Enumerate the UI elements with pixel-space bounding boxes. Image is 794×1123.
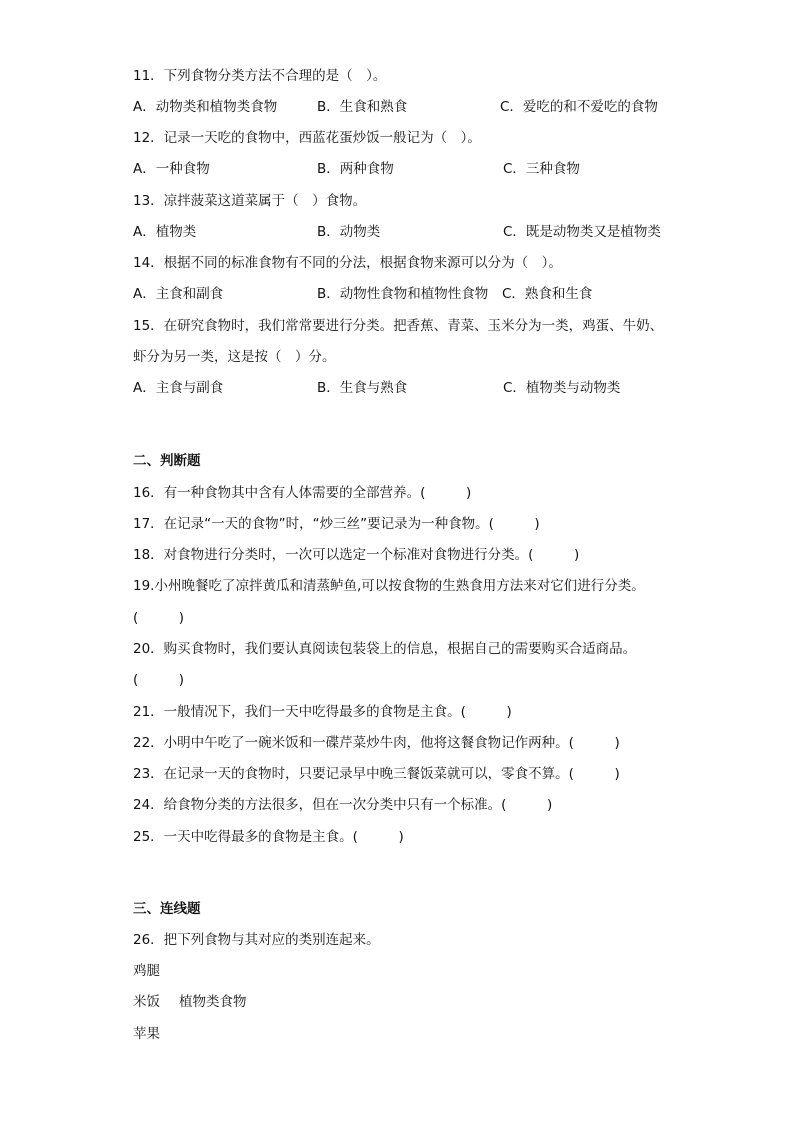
judge-item-20-blank: ( ) (133, 672, 185, 688)
judge-item-19-blank: ( ) (133, 610, 185, 626)
judge-item-19: 19.小州晚餐吃了凉拌黄瓜和清蒸鲈鱼,可以按食物的生熟食用方法来对它们进行分类。 (133, 578, 645, 594)
q11-option-a: A．动物类和植物类食物 (133, 99, 278, 115)
question-14-stem: 14．根据不同的标准食物有不同的分法，根据食物来源可以分为（ ）。 (133, 255, 562, 271)
match-category: 植物类食物 (179, 994, 247, 1010)
question-15-stem-line1: 15．在研究食物时，我们常常要进行分类。把香蕉、青菜、玉米分为一类，鸡蛋、牛奶、 (133, 318, 664, 334)
match-food-3: 苹果 (133, 1026, 160, 1042)
match-food-2: 米饭 (133, 994, 160, 1010)
q14-option-a: A．主食和副食 (133, 286, 224, 302)
q12-option-a: A．一种食物 (133, 161, 210, 177)
q12-option-b: B．两种食物 (317, 161, 394, 177)
q11-option-b: B．生食和熟食 (317, 99, 408, 115)
q15-option-a: A．主食与副食 (133, 380, 224, 396)
judge-item-25: 25．一天中吃得最多的食物是主食。( ) (133, 829, 404, 845)
q14-option-c: C．熟食和生食 (502, 286, 593, 302)
question-11-stem: 11．下列食物分类方法不合理的是（ ）。 (133, 68, 387, 84)
judge-item-24: 24．给食物分类的方法很多，但在一次分类中只有一个标准。( ) (133, 797, 553, 813)
match-stem: 26．把下列食物与其对应的类别连起来。 (133, 932, 380, 948)
judge-item-20: 20．购买食物时，我们要认真阅读包装袋上的信息，根据自己的需要购买合适商品。 (133, 641, 637, 657)
match-food-1: 鸡腿 (133, 963, 160, 979)
judge-item-21: 21．一般情况下，我们一天中吃得最多的食物是主食。( ) (133, 704, 512, 720)
judge-item-17: 17．在记录“一天的食物”时，“炒三丝”要记录为一种食物。( ) (133, 516, 540, 532)
question-12-stem: 12．记录一天吃的食物中，西蓝花蛋炒饭一般记为（ ）。 (133, 130, 481, 146)
q13-option-b: B．动物类 (317, 224, 381, 240)
q13-option-c: C．既是动物类又是植物类 (503, 224, 661, 240)
question-15-stem-line2: 虾分为另一类，这是按（ ）分。 (133, 349, 336, 365)
q14-option-b: B．动物性食物和植物性食物 (317, 286, 489, 302)
section-title-judge: 二、判断题 (133, 453, 201, 469)
q12-option-c: C．三种食物 (503, 161, 580, 177)
q15-option-b: B．生食与熟食 (317, 380, 408, 396)
judge-item-22: 22．小明中午吃了一碗米饭和一碟芹菜炒牛肉，他将这餐食物记作两种。( ) (133, 735, 620, 751)
q11-option-c: C．爱吃的和不爱吃的食物 (500, 99, 658, 115)
question-13-stem: 13．凉拌菠菜这道菜属于（ ）食物。 (133, 193, 367, 209)
judge-item-23: 23．在记录一天的食物时，只要记录早中晚三餐饭菜就可以，零食不算。( ) (133, 766, 620, 782)
q13-option-a: A．植物类 (133, 224, 197, 240)
q15-option-c: C．植物类与动物类 (503, 380, 621, 396)
judge-item-18: 18．对食物进行分类时，一次可以选定一个标准对食物进行分类。( ) (133, 547, 580, 563)
judge-item-16: 16．有一种食物其中含有人体需要的全部营养。( ) (133, 485, 472, 501)
section-title-match: 三、连线题 (133, 901, 201, 917)
